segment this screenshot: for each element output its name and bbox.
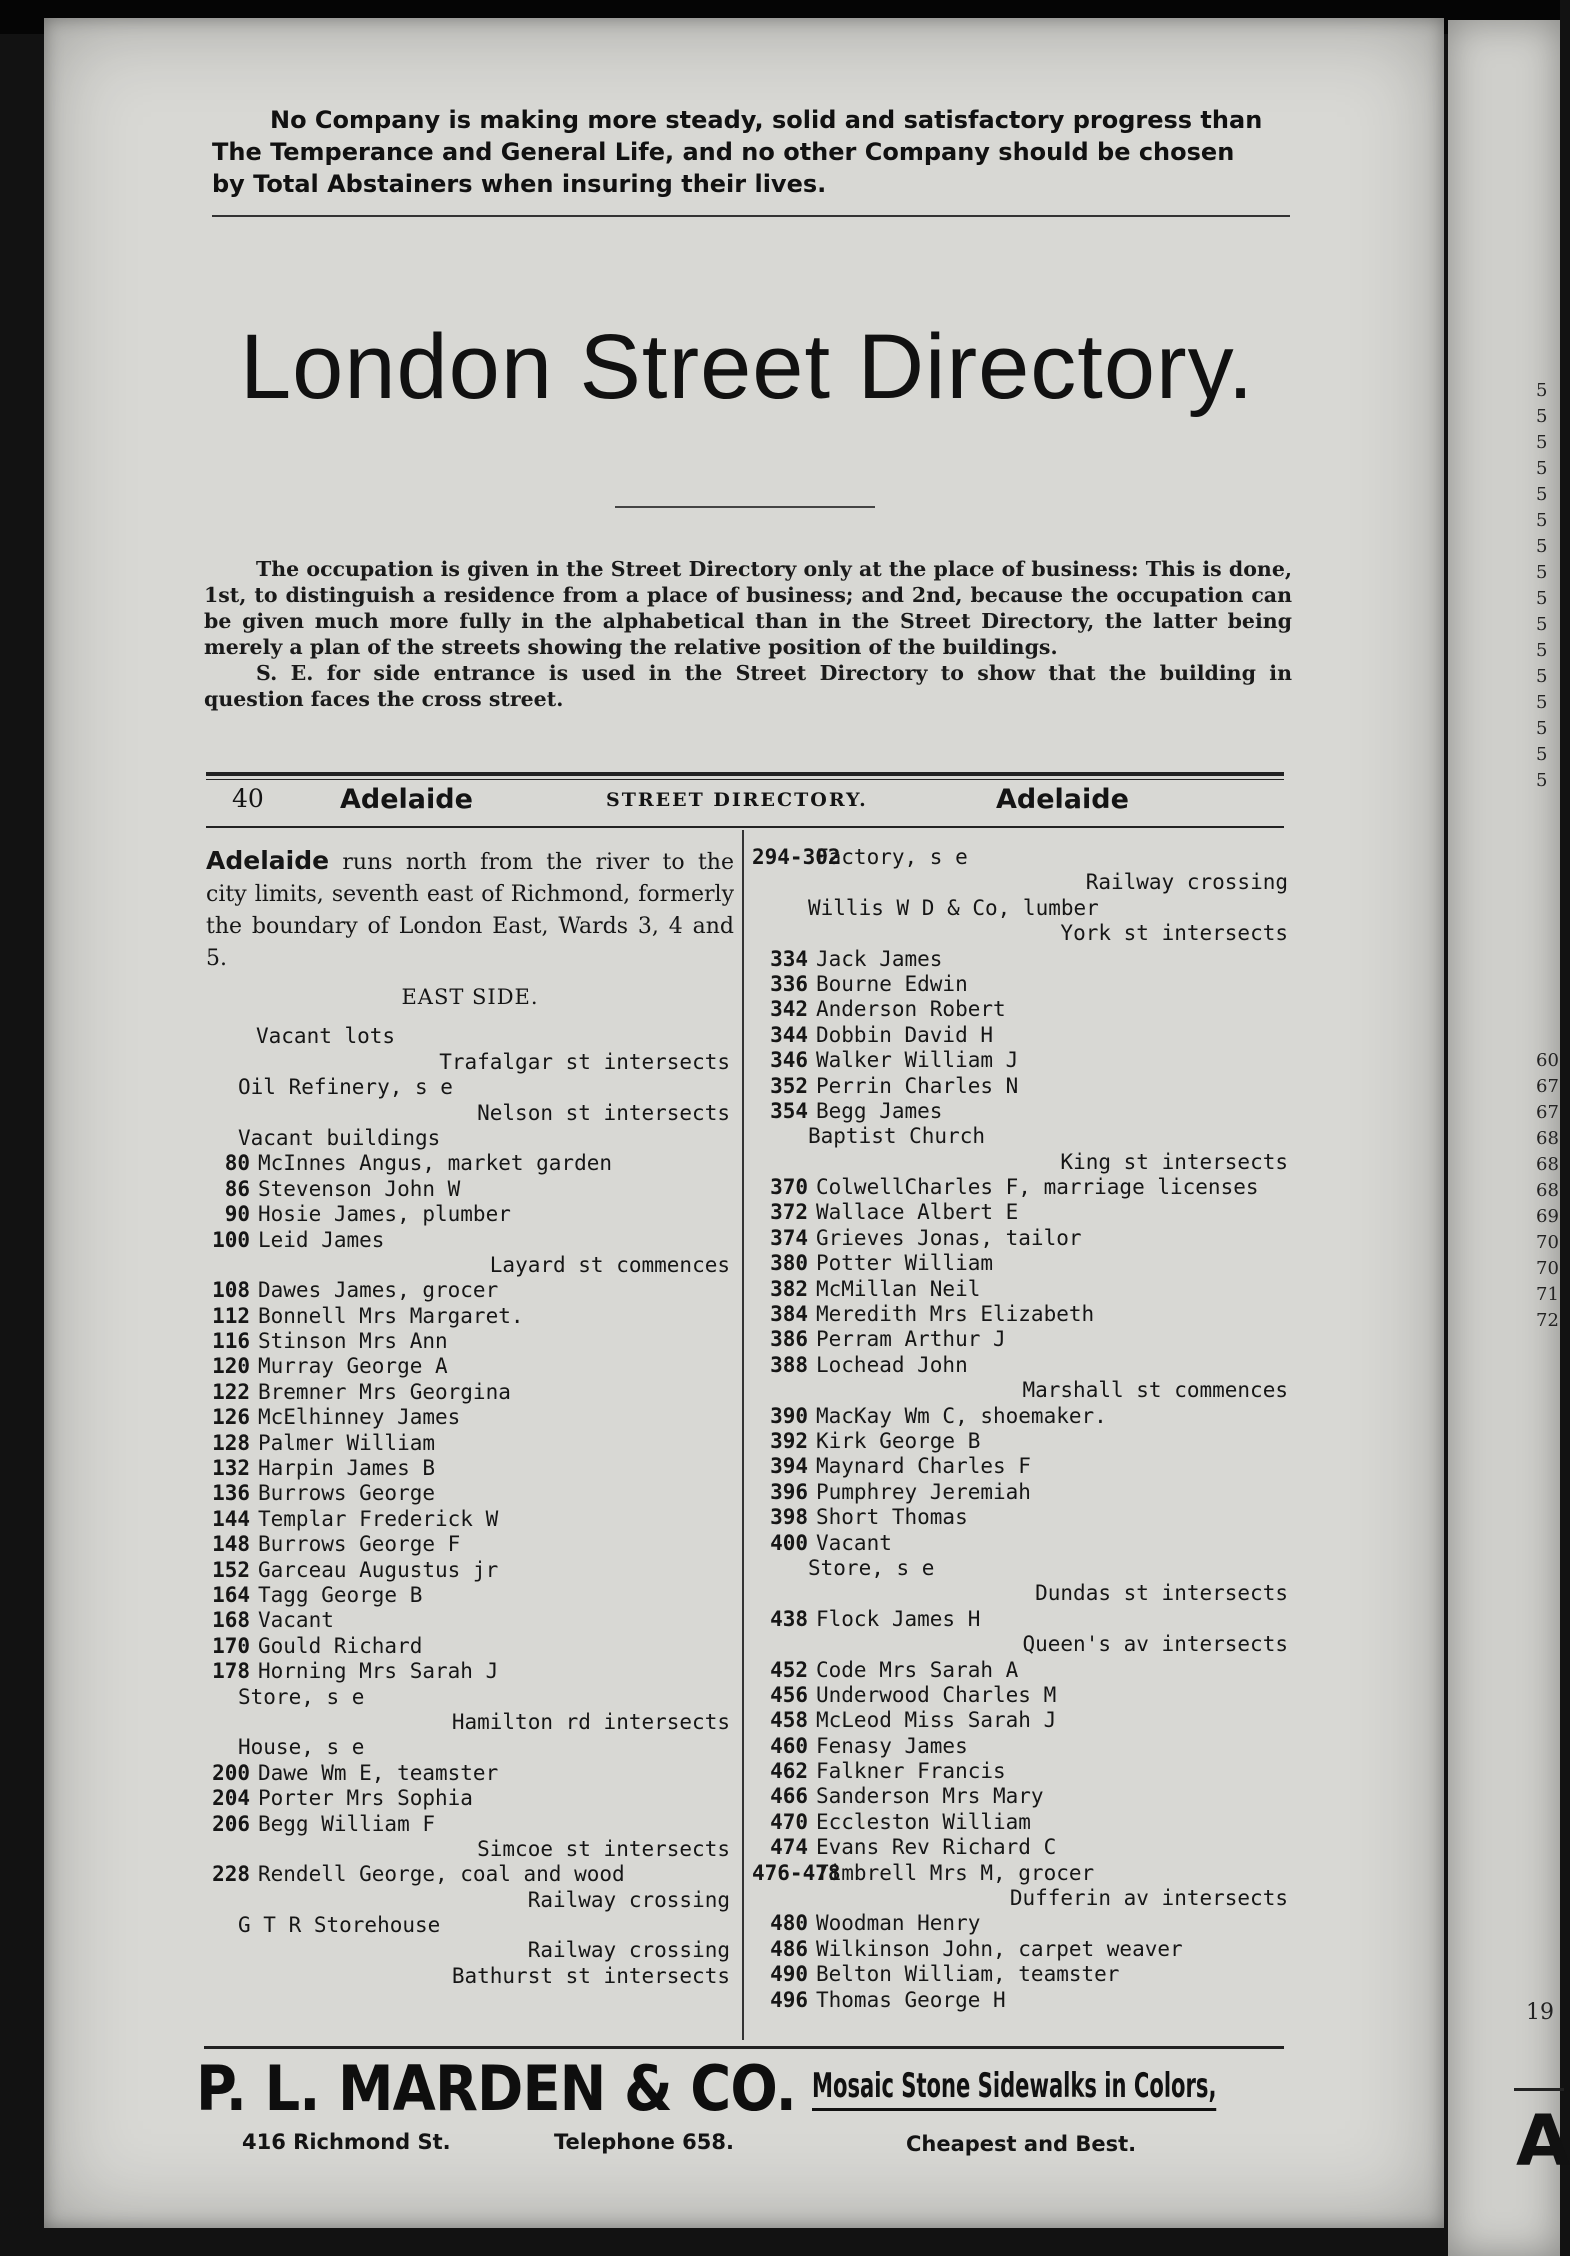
adjacent-page-number-fragment: 70 — [1536, 1258, 1559, 1279]
house-number: 386 — [770, 1327, 808, 1352]
occupant-name: King st intersects — [1060, 1149, 1288, 1174]
occupant-name: Railway crossing — [527, 1938, 730, 1963]
house-number: 112 — [212, 1303, 250, 1328]
directory-entry — [206, 1126, 734, 1151]
occupant-name: ColwellCharles F, marriage licenses — [816, 1175, 1259, 1200]
house-number: 120 — [212, 1354, 250, 1379]
occupant-name: Dundas st intersects — [1035, 1581, 1288, 1606]
directory-entry — [752, 1962, 1292, 1987]
house-number: 122 — [212, 1379, 250, 1404]
adjacent-page-number-fragment: 5 — [1536, 406, 1548, 427]
tagline-line-3: by Total Abstainers when insuring their lives. — [212, 170, 827, 198]
house-number: 370 — [770, 1175, 808, 1200]
occupant-name: Trafalgar st intersects — [439, 1049, 730, 1074]
occupant-name: Wilkinson John, carpet weaver — [816, 1936, 1183, 1961]
occupant-name: Jack James — [816, 946, 943, 971]
intro-paragraph-1: The occupation is given in the Street Directory only at the place of business: This is done, 1st, to distinguish a residence from a place of business; and 2nd, because the occupation can be given much more fully in the alphabetical than in the Street Directory, the latter being merely a plan of the streets showing the relative position of the buildings. — [204, 557, 1292, 659]
right-column — [752, 845, 1292, 2013]
directory-entry — [752, 1099, 1292, 1124]
directory-entry — [752, 1124, 1292, 1149]
occupant-name: Nelson st intersects — [477, 1100, 730, 1125]
occupant-name: Pumphrey Jeremiah — [816, 1479, 1031, 1504]
adjacent-page-number-fragment: 5 — [1536, 744, 1548, 765]
adjacent-page-number-fragment: 68 — [1536, 1180, 1559, 1201]
house-number: 374 — [770, 1225, 808, 1250]
adjacent-page-heading-letter: A — [1516, 2100, 1570, 2182]
house-number: 344 — [770, 1022, 808, 1047]
occupant-name: Baptist Church — [808, 1124, 986, 1149]
intro-paragraph-2: S. E. for side entrance is used in the Street Directory to show that the building in question faces the cross street. — [204, 661, 1292, 711]
title-underline — [615, 506, 875, 508]
occupant-name: Falkner Francis — [816, 1759, 1006, 1784]
adjacent-page-number-fragment: 5 — [1536, 432, 1548, 453]
directory-entry — [206, 1354, 734, 1379]
house-number: 132 — [212, 1456, 250, 1481]
house-number: 90 — [224, 1202, 250, 1227]
directory-entry — [206, 1532, 734, 1557]
occupant-name: Vacant lots — [256, 1024, 396, 1049]
adjacent-page-number-fragment: 5 — [1536, 484, 1548, 505]
advert-promo: Mosaic Stone Sidewalks in Colors, — [812, 2066, 1216, 2111]
occupant-name: Willis W D & Co, lumber — [808, 895, 1099, 920]
house-number: 490 — [770, 1962, 808, 1987]
occupant-name: Anderson Robert — [816, 997, 1006, 1022]
occupant-name: Store, s e — [238, 1684, 365, 1709]
directory-entry — [206, 1202, 734, 1227]
adjacent-page-number-fragment: 70 — [1536, 1232, 1559, 1253]
directory-entry — [206, 1634, 734, 1659]
occupant-name: House, s e — [238, 1735, 365, 1760]
directory-entry — [206, 1278, 734, 1303]
occupant-name: Vacant — [816, 1530, 892, 1555]
directory-entry — [206, 1685, 734, 1710]
occupant-name: Store, s e — [808, 1555, 935, 1580]
left-column — [206, 845, 734, 1989]
directory-entry — [752, 1454, 1292, 1479]
adjacent-page-number-fragment: 69 — [1536, 1206, 1559, 1227]
house-number: 438 — [770, 1606, 808, 1631]
house-number: 336 — [770, 971, 808, 996]
directory-entry — [206, 1329, 734, 1354]
house-number: 168 — [212, 1608, 250, 1633]
adjacent-page — [1448, 20, 1570, 2256]
adjacent-page-number-fragment: 5 — [1536, 614, 1548, 635]
occupant-name: Hamilton rd intersects — [451, 1709, 730, 1734]
house-number: 136 — [212, 1481, 250, 1506]
directory-entry — [752, 1556, 1292, 1581]
directory-entry — [206, 1304, 734, 1329]
occupant-name: Woodman Henry — [816, 1911, 981, 1936]
directory-entry — [752, 1937, 1292, 1962]
occupant-name: Gould Richard — [258, 1633, 423, 1658]
directory-entry — [752, 1175, 1292, 1200]
house-number: 164 — [212, 1583, 250, 1607]
house-number: 388 — [770, 1352, 808, 1377]
directory-entry — [206, 1913, 734, 1938]
directory-entry — [206, 1659, 734, 1684]
header-bottom-rule — [206, 826, 1284, 828]
occupant-name: Horning Mrs Sarah J — [258, 1659, 499, 1684]
adjacent-page-number-fragment: 71 — [1536, 1284, 1559, 1305]
house-number: 334 — [770, 946, 808, 971]
occupant-name: Dufferin av intersects — [1009, 1886, 1288, 1911]
house-number: 294-302 — [752, 845, 841, 869]
directory-entry — [752, 1048, 1292, 1073]
occupant-name: Stinson Mrs Ann — [258, 1329, 448, 1354]
occupant-name: Maynard Charles F — [816, 1454, 1031, 1479]
adjacent-page-number-fragment: 5 — [1536, 640, 1548, 661]
house-number: 480 — [770, 1911, 808, 1936]
house-number: 86 — [224, 1176, 250, 1201]
house-number: 372 — [770, 1200, 808, 1225]
header-rule — [206, 772, 1284, 776]
directory-entry — [752, 1759, 1292, 1784]
directory-entry — [206, 1481, 734, 1506]
cross-street — [752, 1581, 1292, 1606]
directory-entry — [752, 1607, 1292, 1632]
occupant-name: Harpin James B — [258, 1456, 436, 1481]
cross-street — [206, 1050, 734, 1075]
adjacent-page-number-fragment: 5 — [1536, 536, 1548, 557]
occupant-name: Dobbin David H — [816, 1022, 994, 1047]
house-number: 126 — [212, 1405, 250, 1430]
occupant-name: Marshall st commences — [1022, 1378, 1288, 1403]
directory-entry — [206, 1761, 734, 1786]
occupant-name: McInnes Angus, market garden — [258, 1151, 613, 1176]
cross-street — [206, 1938, 734, 1963]
directory-entry — [206, 1024, 734, 1049]
house-number: 206 — [212, 1811, 250, 1836]
directory-entry — [752, 1734, 1292, 1759]
occupant-name: Murray George A — [258, 1354, 448, 1379]
house-number: 380 — [770, 1251, 808, 1276]
directory-entry — [206, 1812, 734, 1837]
house-number: 452 — [770, 1657, 808, 1682]
adjacent-page-number-fragment: 5 — [1536, 562, 1548, 583]
occupant-name: Kirk George B — [816, 1428, 981, 1453]
occupant-name: Tagg George B — [258, 1583, 423, 1607]
house-number: 128 — [212, 1430, 250, 1455]
cross-street — [206, 1101, 734, 1126]
advert-address: 416 Richmond St. — [242, 2130, 451, 2154]
occupant-name: McLeod Miss Sarah J — [816, 1708, 1057, 1733]
occupant-name: MacKay Wm C, shoemaker. — [816, 1403, 1107, 1428]
adjacent-page-number-fragment: 5 — [1536, 510, 1548, 531]
occupant-name: Evans Rev Richard C — [816, 1835, 1057, 1860]
directory-entry — [752, 947, 1292, 972]
occupant-name: Vacant — [258, 1608, 334, 1633]
occupant-name: Queen's av intersects — [1022, 1632, 1288, 1657]
adjacent-page-number-fragment: 5 — [1536, 588, 1548, 609]
directory-entry — [752, 1429, 1292, 1454]
house-number: 486 — [770, 1936, 808, 1961]
directory-entry — [206, 1786, 734, 1811]
occupant-name: Bremner Mrs Georgina — [258, 1379, 511, 1404]
directory-entry — [752, 1226, 1292, 1251]
directory-entry — [752, 997, 1292, 1022]
occupant-name: Leid James — [258, 1227, 385, 1252]
directory-entry — [752, 1200, 1292, 1225]
section-heading: EAST SIDE. — [401, 985, 539, 1009]
occupant-name: Perrin Charles N — [816, 1073, 1019, 1098]
adjacent-page-number-fragment: 5 — [1536, 666, 1548, 687]
house-number: 152 — [212, 1557, 250, 1582]
house-number: 398 — [770, 1505, 808, 1530]
directory-entry — [752, 1658, 1292, 1683]
occupant-name: Burrows George F — [258, 1532, 461, 1557]
occupant-name: Perram Arthur J — [816, 1327, 1006, 1352]
occupant-name: Short Thomas — [816, 1505, 968, 1530]
directory-entry — [206, 1380, 734, 1405]
occupant-name: Begg William F — [258, 1811, 436, 1836]
house-number: 496 — [770, 1987, 808, 2012]
occupant-name: Dawes James, grocer — [258, 1278, 499, 1303]
directory-entry — [206, 1177, 734, 1202]
header-street-left: Adelaide — [340, 784, 473, 815]
house-number: 100 — [212, 1227, 250, 1252]
running-header — [206, 784, 1284, 824]
advert-company: P. L. MARDEN & CO. — [196, 2052, 796, 2125]
house-number: 382 — [770, 1276, 808, 1301]
occupant-name: Walker William J — [816, 1048, 1019, 1073]
occupant-name: Flock James H — [816, 1606, 981, 1631]
cross-street — [206, 1964, 734, 1989]
house-number: 354 — [770, 1098, 808, 1123]
cross-street — [752, 1150, 1292, 1175]
directory-entry — [752, 1911, 1292, 1936]
occupant-name: Bathurst st intersects — [451, 1963, 730, 1988]
adjacent-page-number-fragment: 60 — [1536, 1050, 1559, 1071]
directory-entry — [752, 1302, 1292, 1327]
house-number: 352 — [770, 1073, 808, 1098]
house-number: 394 — [770, 1454, 808, 1479]
occupant-name: Lochead John — [816, 1352, 968, 1377]
adjacent-page-number-fragment: 5 — [1536, 458, 1548, 479]
occupant-name: Railway crossing — [1085, 870, 1288, 895]
advertisement — [196, 2052, 1296, 2172]
directory-entry — [752, 972, 1292, 997]
occupant-name: Fenasy James — [816, 1733, 968, 1758]
occupant-name: Meredith Mrs Elizabeth — [816, 1302, 1095, 1327]
house-number: 476-478 — [752, 1860, 841, 1885]
house-number: 458 — [770, 1708, 808, 1733]
directory-entry — [206, 1507, 734, 1532]
occupant-name: Factory, s e — [816, 845, 968, 869]
street-description — [206, 845, 734, 975]
house-number: 470 — [770, 1809, 808, 1834]
directory-entry — [752, 1404, 1292, 1429]
intro-text — [204, 556, 1292, 712]
adjacent-page-number-fragment: 68 — [1536, 1128, 1559, 1149]
directory-entry — [206, 1228, 734, 1253]
directory-entry — [752, 1835, 1292, 1860]
directory-entry — [752, 1277, 1292, 1302]
occupant-name: Begg James — [816, 1098, 943, 1123]
house-number: 456 — [770, 1682, 808, 1707]
directory-entry — [752, 845, 1292, 870]
column-divider — [742, 830, 744, 2040]
adjacent-page-number-fragment: 5 — [1536, 770, 1548, 791]
directory-entry — [206, 1608, 734, 1633]
page-number: 40 — [232, 784, 264, 813]
directory-entry — [752, 1810, 1292, 1835]
directory-entry — [206, 1405, 734, 1430]
house-number: 80 — [224, 1151, 250, 1176]
adjacent-page-number-fragment: 5 — [1536, 692, 1548, 713]
occupant-name: Dawe Wm E, teamster — [258, 1760, 499, 1785]
adjacent-page-number-fragment: 72 — [1536, 1310, 1559, 1331]
directory-entry — [752, 1251, 1292, 1276]
house-number: 170 — [212, 1633, 250, 1658]
occupant-name: Palmer William — [258, 1430, 436, 1455]
occupant-name: Eccleston William — [816, 1809, 1031, 1834]
directory-entry — [206, 1735, 734, 1760]
house-number: 228 — [212, 1862, 250, 1887]
house-number: 390 — [770, 1403, 808, 1428]
directory-entry — [206, 1558, 734, 1583]
directory-entry — [752, 1784, 1292, 1809]
directory-entry — [206, 1431, 734, 1456]
cross-street — [206, 1253, 734, 1278]
adjacent-page-number-fragment: 67 — [1536, 1102, 1559, 1123]
directory-entry — [206, 1862, 734, 1887]
adjacent-page-number-fragment: 5 — [1536, 718, 1548, 739]
directory-entry — [752, 1683, 1292, 1708]
house-number: 204 — [212, 1786, 250, 1811]
house-number: 460 — [770, 1733, 808, 1758]
directory-entry — [206, 1456, 734, 1481]
cross-street — [206, 1888, 734, 1913]
house-number: 384 — [770, 1302, 808, 1327]
header-street-right: Adelaide — [996, 784, 1129, 815]
occupant-name: Vacant buildings — [238, 1125, 441, 1150]
cross-street — [752, 1886, 1292, 1911]
header-center: STREET DIRECTORY. — [606, 789, 868, 811]
directory-entry — [752, 896, 1292, 921]
occupant-name: McMillan Neil — [816, 1276, 981, 1301]
occupant-name: Simcoe st intersects — [477, 1836, 730, 1861]
occupant-name: Railway crossing — [527, 1887, 730, 1912]
occupant-name: Underwood Charles M — [816, 1682, 1057, 1707]
house-number: 400 — [770, 1530, 808, 1555]
directory-entry — [752, 1353, 1292, 1378]
occupant-name: Stevenson John W — [258, 1176, 461, 1201]
adjacent-page-rule — [1514, 2088, 1564, 2091]
occupant-name: Grieves Jonas, tailor — [816, 1225, 1082, 1250]
house-number: 144 — [212, 1506, 250, 1531]
house-number: 462 — [770, 1759, 808, 1784]
right-entries — [752, 845, 1292, 2013]
directory-entry — [206, 1151, 734, 1176]
occupant-name: Oil Refinery, s e — [238, 1075, 453, 1100]
house-number: 396 — [770, 1479, 808, 1504]
occupant-name: Potter William — [816, 1251, 994, 1276]
adjacent-page-number-fragment: 67 — [1536, 1076, 1559, 1097]
house-number: 392 — [770, 1428, 808, 1453]
advert-telephone: Telephone 658. — [554, 2130, 734, 2154]
occupant-name: York st intersects — [1060, 921, 1288, 946]
occupant-name: Layard st commences — [489, 1252, 730, 1277]
cross-street — [752, 870, 1292, 895]
adjacent-page-number-fragment: 68 — [1536, 1154, 1559, 1175]
street-description-text: runs north from the river to the city limits, seventh east of Richmond, formerly the boundary of London East, Wards 3, 4 and 5. — [206, 850, 734, 971]
advert-rule — [204, 2046, 1284, 2049]
adjacent-page-number-fragment: 5 — [1536, 380, 1548, 401]
directory-entry — [752, 1531, 1292, 1556]
directory-entry — [752, 1861, 1292, 1886]
house-number: 108 — [212, 1278, 250, 1303]
occupant-name: Belton William, teamster — [816, 1962, 1120, 1987]
house-number: 466 — [770, 1784, 808, 1809]
occupant-name: Burrows George — [258, 1481, 436, 1506]
occupant-name: Bourne Edwin — [816, 971, 968, 996]
occupant-name: Templar Frederick W — [258, 1506, 499, 1531]
directory-entry — [752, 1074, 1292, 1099]
house-number: 178 — [212, 1659, 250, 1684]
directory-entry — [752, 1708, 1292, 1733]
directory-entry — [206, 1583, 734, 1608]
cross-street — [206, 1837, 734, 1862]
occupant-name: Code Mrs Sarah A — [816, 1657, 1019, 1682]
occupant-name: Garceau Augustus jr — [258, 1557, 499, 1582]
directory-entry — [752, 1480, 1292, 1505]
occupant-name: G T R Storehouse — [238, 1913, 441, 1938]
house-number: 342 — [770, 997, 808, 1022]
occupant-name: Wallace Albert E — [816, 1200, 1019, 1225]
page-title: London Street Directory. — [240, 316, 1255, 418]
cross-street — [206, 1710, 734, 1735]
street-name: Adelaide — [206, 846, 330, 875]
occupant-name: Timbrell Mrs M, grocer — [816, 1860, 1095, 1885]
advert-slogan: Cheapest and Best. — [906, 2132, 1137, 2156]
directory-entry — [752, 1023, 1292, 1048]
tagline-line-1: No Company is making more steady, solid and satisfactory progress than — [270, 106, 1263, 134]
house-number: 116 — [212, 1329, 250, 1354]
house-number: 474 — [770, 1835, 808, 1860]
cross-street — [752, 921, 1292, 946]
directory-entry — [206, 1075, 734, 1100]
divider-rule — [212, 215, 1290, 217]
occupant-name: Thomas George H — [816, 1987, 1006, 2012]
directory-entry — [752, 1327, 1292, 1352]
insurance-tagline — [212, 104, 1292, 200]
header-rule-thin — [206, 779, 1284, 780]
occupant-name: Rendell George, coal and wood — [258, 1862, 625, 1887]
occupant-name: Porter Mrs Sophia — [258, 1786, 473, 1811]
cross-street — [752, 1632, 1292, 1657]
house-number: 200 — [212, 1760, 250, 1785]
occupant-name: Sanderson Mrs Mary — [816, 1784, 1044, 1809]
occupant-name: McElhinney James — [258, 1405, 461, 1430]
occupant-name: Bonnell Mrs Margaret. — [258, 1303, 524, 1328]
tagline-line-2: The Temperance and General Life, and no other Company should be chosen — [212, 138, 1235, 166]
cross-street — [752, 1378, 1292, 1403]
left-entries — [206, 1024, 734, 1989]
adjacent-page-number: 19 — [1526, 2000, 1554, 2025]
occupant-name: Hosie James, plumber — [258, 1202, 511, 1227]
house-number: 148 — [212, 1532, 250, 1557]
directory-entry — [752, 1988, 1292, 2013]
house-number: 346 — [770, 1048, 808, 1073]
directory-entry — [752, 1505, 1292, 1530]
